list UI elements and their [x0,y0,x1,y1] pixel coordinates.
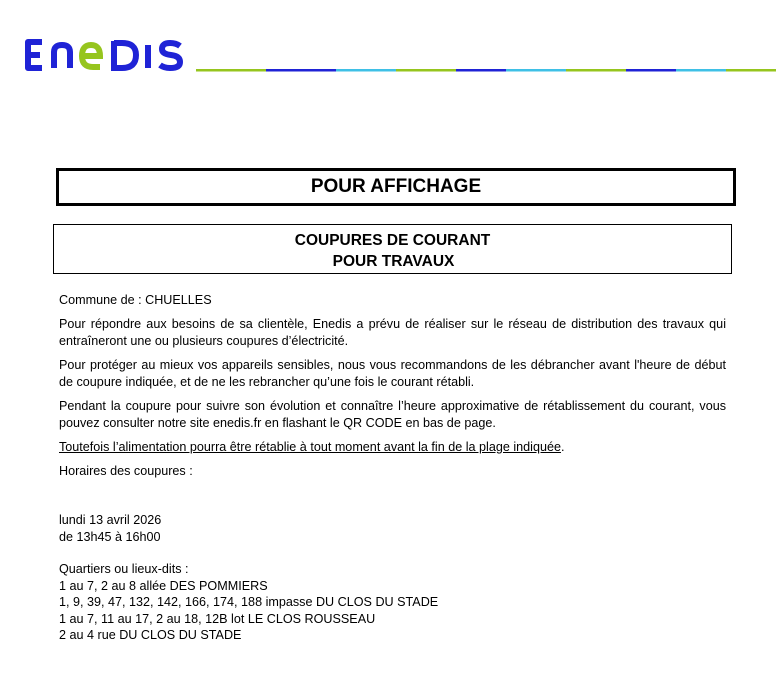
area-item: 1, 9, 39, 47, 132, 142, 166, 174, 188 impasse DU CLOS DU STADE [59,595,439,609]
coupures-title-line1: COUPURES DE COURANT [294,232,491,249]
hours-label: Horaires des coupures : [59,464,193,478]
commune-line: Commune de : CHUELLES [59,293,212,307]
paragraph-3: Pendant la coupure pour suivre son évolution et connaître l’heure approximative de rétablissement du courant, vous pouvez consulter notre site enedis.fr en flashant le QR CODE en bas de page. [59,399,726,430]
pour-affichage-title: POUR AFFICHAGE [56,168,736,206]
coupures-title-line2: POUR TRAVAUX [332,253,455,270]
areas-block [59,561,726,644]
areas-label: Quartiers ou lieux-dits : [59,562,189,576]
paragraph-4-end: . [560,440,565,454]
paragraph-4 [59,439,726,456]
area-item: 1 au 7, 2 au 8 allée DES POMMIERS [59,578,268,593]
schedule-block [59,512,726,545]
logo-letter-s [160,43,180,68]
area-item: 1 au 7, 11 au 17, 2 au 18, 12B lot LE CLOS ROUSSEAU [59,611,376,626]
enedis-logo [22,34,192,74]
logo-letter-e-green [82,45,100,67]
schedule-time: de 13h45 à 16h00 [59,529,161,544]
paragraph-1: Pour répondre aux besoins de sa clientèle, Enedis a prévu de réaliser sur le réseau de distribution des travaux qui entraîneront une ou plusieurs coupures d’électricité. [59,317,726,348]
decorative-line [196,66,776,74]
logo-letter-e [28,42,42,68]
paragraph-2: Pour protéger au mieux vos appareils sensibles, nous vous recommandons de les débrancher avant l'heure de début de coupure indiquée, et de ne les rebrancher qu’une fois le courant rétabli. [59,358,726,389]
area-item: 2 au 4 rue DU CLOS DU STADE [59,628,242,642]
logo-letter-n [54,45,70,68]
schedule-date: lundi 13 avril 2026 [59,513,162,527]
coupures-title-box [53,224,732,274]
logo-letter-d [114,41,136,68]
paragraph-4-underlined: Toutefois l’alimentation pourra être rétablie à tout moment avant la fin de la plage indiquée [59,440,561,454]
